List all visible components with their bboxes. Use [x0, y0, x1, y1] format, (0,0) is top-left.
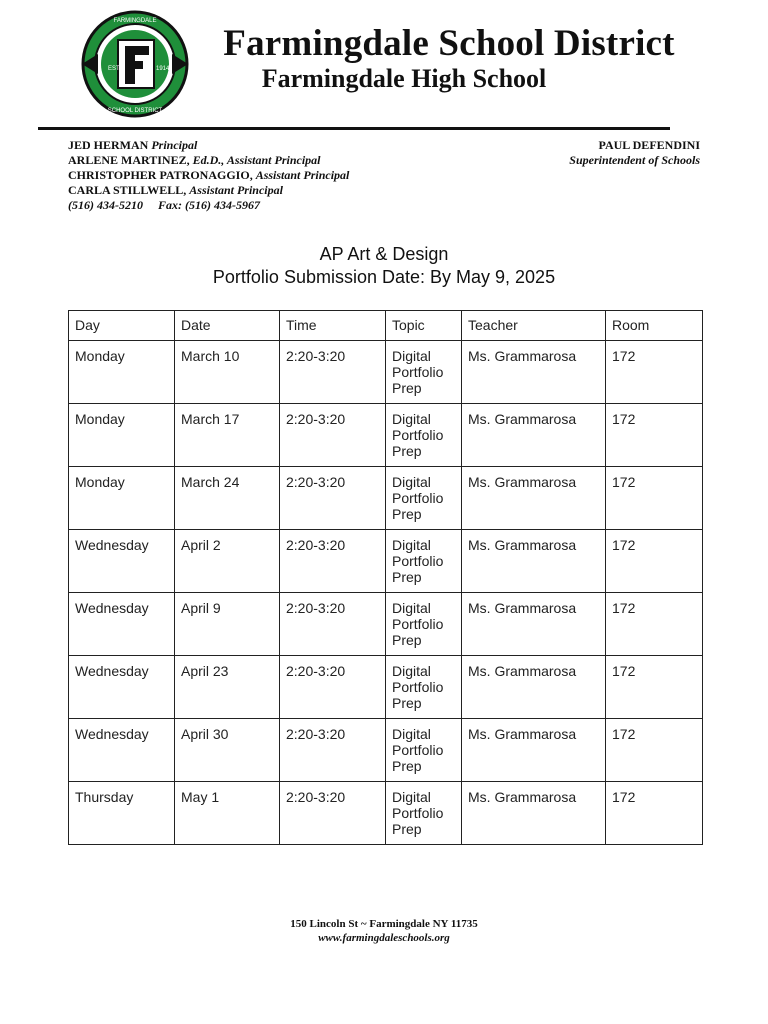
cell-teacher: Ms. Grammarosa: [462, 656, 606, 719]
footer-address: 150 Lincoln St ~ Farmingdale NY 11735: [290, 918, 478, 930]
table-row: [69, 782, 703, 845]
cell-time: 2:20-3:20: [280, 719, 386, 782]
column-header-day: Day: [69, 311, 175, 341]
cell-room: 172: [606, 656, 703, 719]
cell-time: 2:20-3:20: [280, 404, 386, 467]
cell-date: April 9: [175, 593, 280, 656]
cell-room: 172: [606, 467, 703, 530]
footer-website-link[interactable]: www.farmingdaleschools.org: [318, 932, 450, 944]
cell-date: April 23: [175, 656, 280, 719]
cell-topic: Digital Portfolio Prep: [386, 593, 462, 656]
staff-name: ARLENE MARTINEZ,: [68, 153, 190, 167]
logo-ring-bottom: SCHOOL DISTRICT: [107, 108, 163, 114]
fax-number: Fax: (516) 434-5967: [158, 198, 260, 212]
cell-room: 172: [606, 782, 703, 845]
column-header-topic: Topic: [386, 311, 462, 341]
table-row: [69, 656, 703, 719]
cell-topic: Digital Portfolio Prep: [386, 341, 462, 404]
cell-time: 2:20-3:20: [280, 656, 386, 719]
column-header-time: Time: [280, 311, 386, 341]
cell-date: April 30: [175, 719, 280, 782]
staff-title: Ed.D., Assistant Principal: [192, 153, 321, 167]
cell-time: 2:20-3:20: [280, 530, 386, 593]
cell-teacher: Ms. Grammarosa: [462, 782, 606, 845]
table-row: [69, 530, 703, 593]
cell-teacher: Ms. Grammarosa: [462, 467, 606, 530]
staff-entry: [68, 168, 349, 183]
cell-room: 172: [606, 719, 703, 782]
staff-title: Principal: [151, 138, 198, 152]
district-name: Farmingdale School District: [223, 23, 675, 64]
cell-day: Monday: [69, 467, 175, 530]
cell-topic: Digital Portfolio Prep: [386, 404, 462, 467]
cell-topic: Digital Portfolio Prep: [386, 530, 462, 593]
phone-number: (516) 434-5210: [68, 198, 143, 212]
submission-date: Portfolio Submission Date: By May 9, 2025: [212, 267, 556, 287]
logo-ring-top: FARMINGDALE: [113, 18, 157, 24]
logo-year: 1914: [156, 66, 170, 72]
cell-teacher: Ms. Grammarosa: [462, 530, 606, 593]
cell-room: 172: [606, 593, 703, 656]
cell-day: Wednesday: [69, 719, 175, 782]
cell-day: Wednesday: [69, 530, 175, 593]
cell-room: 172: [606, 530, 703, 593]
superintendent-name: PAUL DEFENDINI: [598, 138, 700, 152]
cell-date: March 10: [175, 341, 280, 404]
cell-teacher: Ms. Grammarosa: [462, 341, 606, 404]
cell-day: Wednesday: [69, 656, 175, 719]
table-row: [69, 404, 703, 467]
staff-name: CHRISTOPHER PATRONAGGIO,: [68, 168, 253, 182]
cell-teacher: Ms. Grammarosa: [462, 719, 606, 782]
column-header-teacher: Teacher: [462, 311, 606, 341]
cell-day: Wednesday: [69, 593, 175, 656]
cell-topic: Digital Portfolio Prep: [386, 467, 462, 530]
cell-teacher: Ms. Grammarosa: [462, 593, 606, 656]
footer: [0, 917, 768, 945]
column-header-room: Room: [606, 311, 703, 341]
cell-topic: Digital Portfolio Prep: [386, 719, 462, 782]
table-row: [69, 593, 703, 656]
cell-room: 172: [606, 341, 703, 404]
cell-date: May 1: [175, 782, 280, 845]
cell-date: March 17: [175, 404, 280, 467]
table-row: [69, 467, 703, 530]
table-row: [69, 341, 703, 404]
superintendent-title: Superintendent of Schools: [569, 153, 700, 167]
staff-title: Assistant Principal: [255, 168, 350, 182]
schedule-table: [68, 310, 703, 845]
district-logo: [68, 8, 202, 120]
staff-name: JED HERMAN: [68, 138, 149, 152]
logo-est: EST.: [108, 66, 121, 72]
staff-list: [68, 138, 349, 213]
cell-topic: Digital Portfolio Prep: [386, 782, 462, 845]
cell-date: April 2: [175, 530, 280, 593]
cell-time: 2:20-3:20: [280, 341, 386, 404]
contact-line: [68, 198, 349, 213]
column-header-date: Date: [175, 311, 280, 341]
staff-entry: [68, 138, 349, 153]
cell-room: 172: [606, 404, 703, 467]
staff-entry: [68, 183, 349, 198]
cell-time: 2:20-3:20: [280, 467, 386, 530]
staff-title: Assistant Principal: [189, 183, 283, 197]
course-title: [0, 244, 768, 265]
staff-entry: [68, 153, 349, 168]
cell-day: Thursday: [69, 782, 175, 845]
course-title-text: AP Art & Design: [319, 244, 449, 264]
school-name: Farmingdale High School: [261, 64, 547, 93]
staff-name: CARLA STILLWELL,: [68, 183, 187, 197]
cell-day: Monday: [69, 341, 175, 404]
cell-teacher: Ms. Grammarosa: [462, 404, 606, 467]
cell-time: 2:20-3:20: [280, 782, 386, 845]
table-row: [69, 719, 703, 782]
cell-day: Monday: [69, 404, 175, 467]
superintendent-block: [569, 138, 700, 168]
header-divider: [38, 127, 670, 130]
cell-topic: Digital Portfolio Prep: [386, 656, 462, 719]
cell-time: 2:20-3:20: [280, 593, 386, 656]
cell-date: March 24: [175, 467, 280, 530]
table-header-row: [69, 311, 703, 341]
